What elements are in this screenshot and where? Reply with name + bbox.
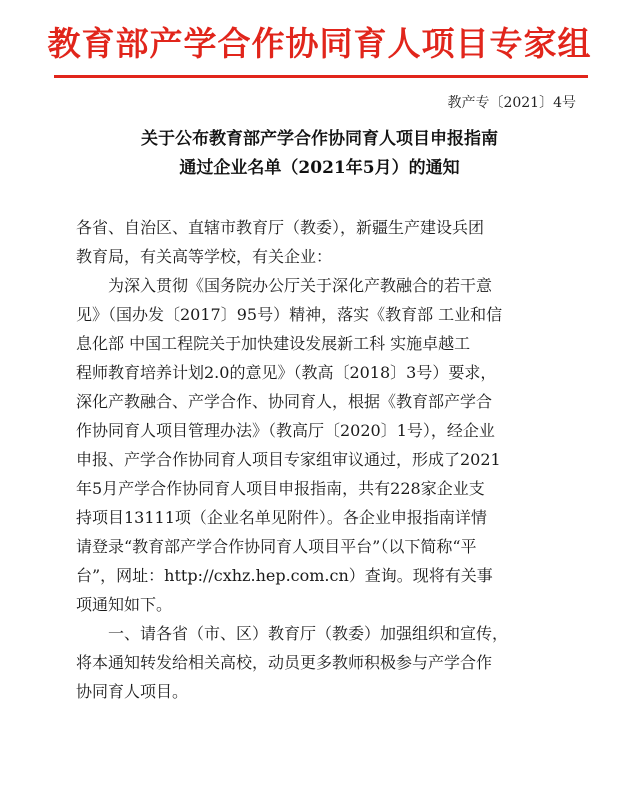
body-line: 将本通知转发给相关高校，动员更多教师积极参与产学合作: [76, 653, 493, 672]
body-line: 一、请各省（市、区）教育厅（教委）加强组织和宣传，: [76, 624, 509, 643]
notice-title-line-1: 关于公布教育部产学合作协同育人项目申报指南: [141, 129, 498, 149]
issuer-header: 教育部产学合作协同育人项目专家组: [47, 24, 592, 63]
body-line: 程师教育培养计划2.0的意见》（教高〔2018〕3号）要求，: [76, 363, 497, 382]
body-line: 台”，网址：http://cxhz.hep.com.cn）查询。现将有关事: [76, 566, 493, 585]
body-line: 教育局，有关高等学校，有关企业：: [76, 247, 333, 266]
notice-body: [76, 213, 576, 706]
body-line: 持项目13111项（企业名单见附件）。各企业申报指南详情: [76, 508, 487, 527]
body-line: 深化产教融合、产学合作、协同育人，根据《教育部产学合: [76, 392, 493, 411]
body-line: 为深入贯彻《国务院办公厅关于深化产教融合的若干意: [76, 276, 493, 295]
body-line: 项通知如下。: [76, 595, 173, 614]
body-line: 息化部 中国工程院关于加快建设发展新工科 实施卓越工: [76, 334, 471, 353]
body-line: 见》（国办发〔2017〕95号）精神，落实《教育部 工业和信: [76, 305, 503, 324]
notice-title-line-2: 通过企业名单（2021年5月）的通知: [179, 158, 460, 178]
body-line: 申报、产学合作协同育人项目专家组审议通过，形成了2021: [76, 450, 501, 469]
body-line: 年5月产学合作协同育人项目申报指南，共有228家企业支: [76, 479, 485, 498]
body-line: 各省、自治区、直辖市教育厅（教委），新疆生产建设兵团: [76, 218, 485, 237]
document-number: 教产专〔2021〕4号: [447, 95, 576, 111]
body-line: 协同育人项目。: [76, 682, 189, 701]
red-divider-line: [54, 75, 588, 78]
body-line: 作协同育人项目管理办法》（教高厅〔2020〕1号），经企业: [76, 421, 495, 440]
body-line: 请登录“教育部产学合作协同育人项目平台”（以下简称“平: [76, 537, 477, 556]
